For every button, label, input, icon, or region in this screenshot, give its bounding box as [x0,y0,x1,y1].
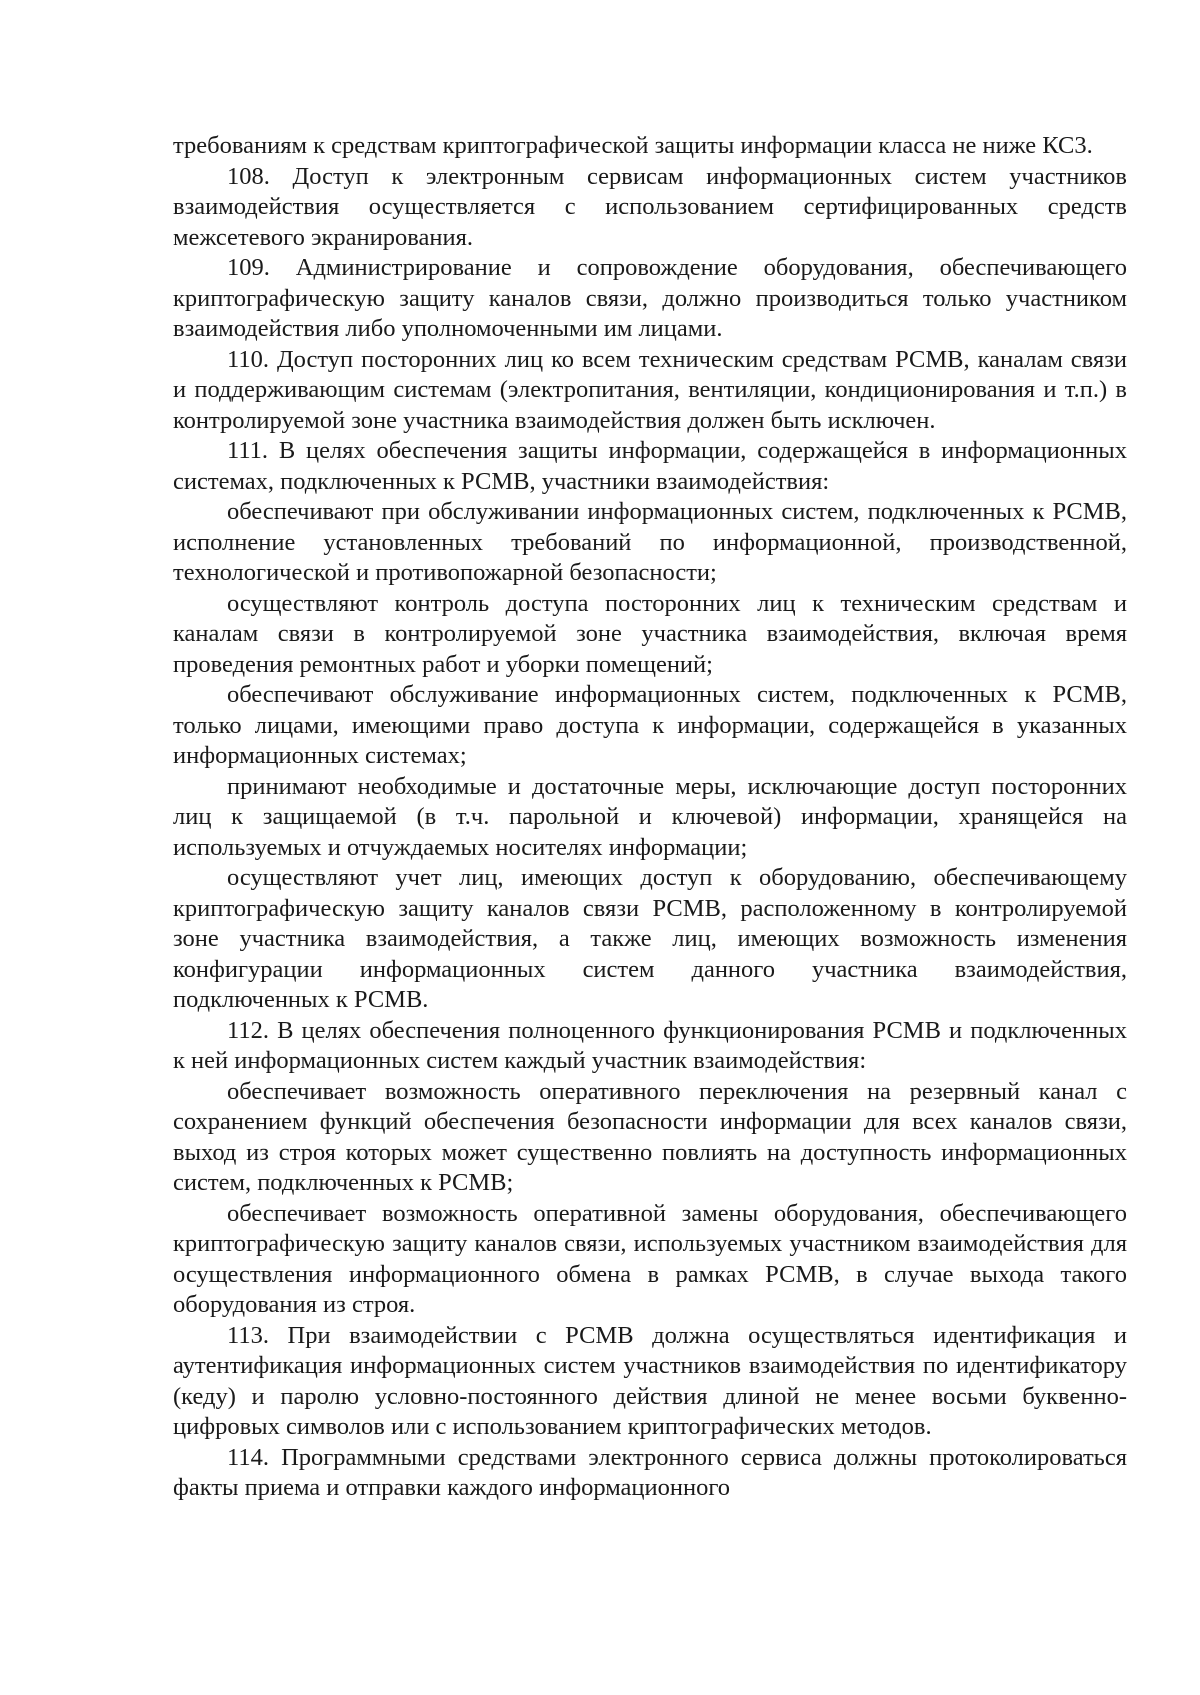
paragraph-108: 108. Доступ к электронным сервисам информационных систем участников взаимодействия осуществляется с использованием сертифицированных средств межсетевого экранирования. [173,162,1127,251]
list-item-111-4: принимают необходимые и достаточные меры, исключающие доступ посторонних лиц к защищаемой (в т.ч. парольной и ключевой) информации, хранящейся на используемых и отчуждаемых носителях информации; [173,772,1127,861]
document-page [173,131,1127,1504]
paragraph-111: 111. В целях обеспечения защиты информации, содержащейся в информационных системах, подключенных к РСМВ, участники взаимодействия: [173,437,1127,495]
list-item-111-3: обеспечивают обслуживание информационных систем, подключенных к РСМВ, только лицами, имеющими право доступа к информации, содержащейся в указанных информационных системах; [173,681,1127,769]
paragraph-110: 110. Доступ посторонних лиц ко всем техническим средствам РСМВ, каналам связи и поддерживающим системам (электропитания, вентиляции, кондиционирования и т.п.) в контролируемой зоне участника взаимодействия должен быть исключен. [173,345,1127,434]
paragraph-109: 109. Администрирование и сопровождение оборудования, обеспечивающего криптографическую защиту каналов связи, должно производиться только участником взаимодействия либо уполномоченными им лицами. [173,254,1127,342]
paragraph-112: 112. В целях обеспечения полноценного функционирования РСМВ и подключенных к ней информационных систем каждый участник взаимодействия: [173,1016,1127,1074]
list-item-111-1: обеспечивают при обслуживании информационных систем, подключенных к РСМВ, исполнение установленных требований по информационной, производственной, технологической и противопожарной безопасности; [173,498,1127,586]
list-item-111-2: осуществляют контроль доступа посторонних лиц к техническим средствам и каналам связи в контролируемой зоне участника взаимодействия, включая время проведения ремонтных работ и уборки помещений; [173,589,1127,678]
list-item-112-2: обеспечивает возможность оперативной замены оборудования, обеспечивающего криптографическую защиту каналов связи, используемых участником взаимодействия для осуществления информационного обмена в рамках РСМВ, в случае выхода такого оборудования из строя. [173,1199,1127,1318]
paragraph-113: 113. При взаимодействии с РСМВ должна осуществляться идентификация и аутентификация информационных систем участников взаимодействия по идентификатору (кеду) и паролю условно-постоянного действия длиной не менее восьми буквенно-цифровых символов или с использованием криптографических методов. [173,1321,1127,1440]
paragraph-continuation: требованиям к средствам криптографической защиты информации класса не ниже КС3. [173,132,1093,159]
list-item-112-1: обеспечивает возможность оперативного переключения на резервный канал с сохранением функций обеспечения безопасности информации для всех каналов связи, выход из строя которых может существенно повлиять на доступность информационных систем, подключенных к РСМВ; [173,1077,1127,1196]
paragraph-114: 114. Программными средствами электронного сервиса должны протоколироваться факты приема и отправки каждого информационного [173,1443,1127,1501]
list-item-111-5: осуществляют учет лиц, имеющих доступ к оборудованию, обеспечивающему криптографическую защиту каналов связи РСМВ, расположенному в контролируемой зоне участника взаимодействия, а также лиц, имеющих возможность изменения конфигурации информационных систем данного участника взаимодействия, подключенных к РСМВ. [173,864,1127,1013]
